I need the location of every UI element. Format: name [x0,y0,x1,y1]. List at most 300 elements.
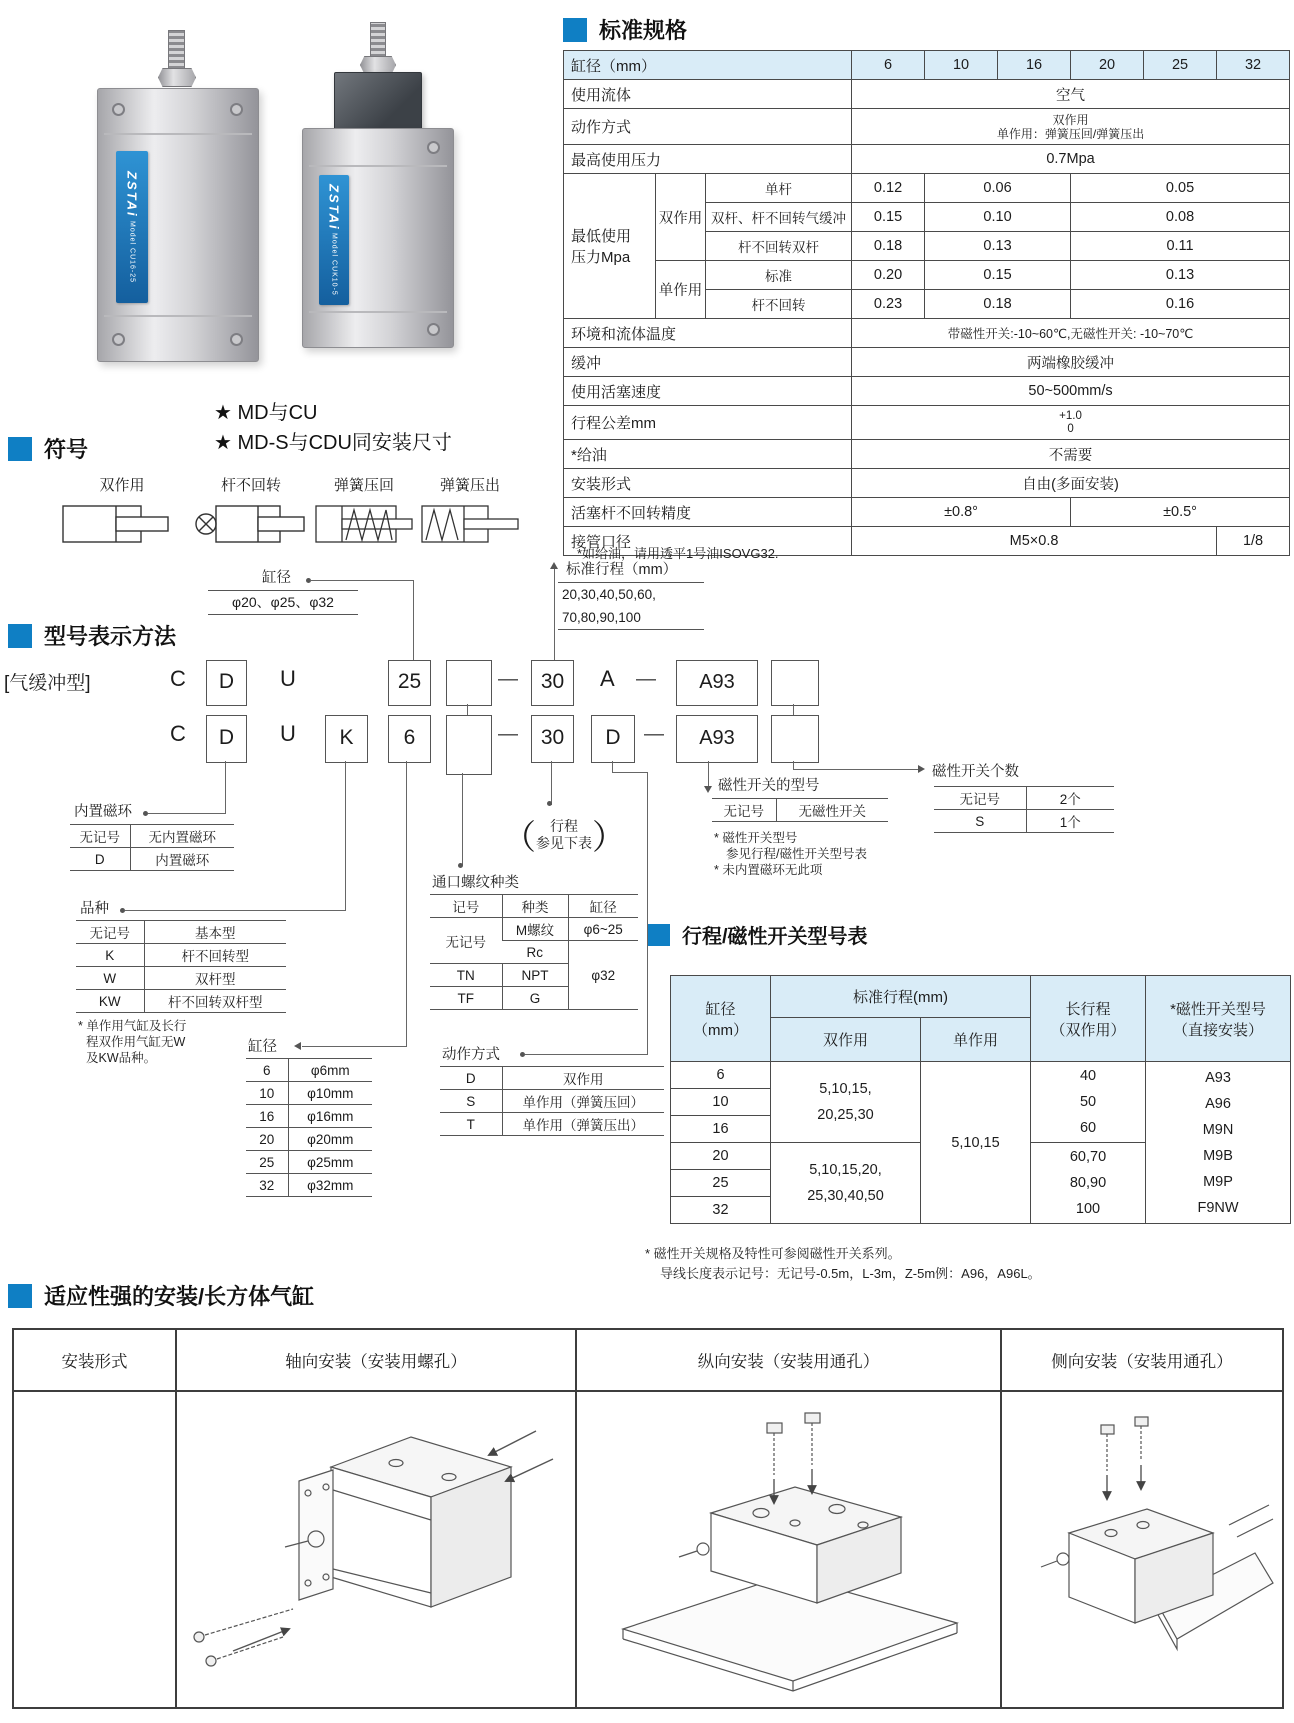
minp-value: 0.05 [1071,174,1290,203]
connector-dot [520,1052,525,1057]
oil-value: 不需要 [852,440,1290,469]
table-row [564,145,1290,174]
symbol-label: 杆不回转 [220,477,281,494]
speed-value: 50~500mm/s [852,377,1290,406]
axial-mounting-illustration [181,1397,571,1697]
code-dash: — [644,723,664,745]
rot-value-small: ±0.8° [852,498,1071,527]
minp-row-label: 杆不回转 [706,290,852,319]
table-row [13,1329,1283,1391]
stroke-switch-table [670,975,1291,1224]
table-row [564,377,1290,406]
bore-value: φ20mm [288,1128,372,1151]
switch-count-value: 1个 [1026,810,1114,833]
long-line: 80,90 [1069,1175,1107,1191]
minp-value: 0.15 [852,203,925,232]
long-line: 60,70 [1069,1149,1107,1165]
note-md-cu: ★ MD与CU [214,402,318,424]
ann-bore-top-label: 缸径 [262,570,291,586]
thread-header: 种类 [502,895,568,918]
paren-open: （ [502,819,536,857]
header-single: 单作用 [921,1018,1031,1062]
symbols-section-title [8,433,88,464]
minp-single: 单作用 [656,261,706,319]
paren-close: ） [592,819,626,857]
header-switch [1146,976,1291,1062]
stroke-ref-line1: 行程 [550,817,578,834]
connector-dot [143,811,148,816]
switch-model-note2: 参见行程/磁性开关型号表 [726,847,867,861]
table-row [934,787,1114,810]
table-row [564,319,1290,348]
action-value [852,109,1290,145]
variety-value: 杆不回转型 [144,944,286,967]
fluid-value: 空气 [852,80,1290,109]
port-value-m5: M5×0.8 [852,527,1217,556]
std-line: 25,30,40,50 [807,1188,884,1204]
mounting-header-axial: 轴向安装（安装用螺孔） [176,1329,576,1391]
mounting-header-type: 安装形式 [13,1329,176,1391]
bore-cell: 16 [671,1116,771,1143]
bore-16: 16 [998,51,1071,80]
magnet-key: 无记号 [70,825,130,848]
connector-line [551,761,552,805]
ann-bore-label: 缸径 [248,1039,277,1055]
bore-header: 缸径（mm） [564,51,852,80]
section-square-icon [8,1284,32,1308]
port-value-18: 1/8 [1217,527,1290,556]
oil-label: *给油 [564,440,852,469]
model-section-title [8,620,176,651]
code-char-u: U [280,721,296,746]
longitudinal-mounting-illustration [589,1397,989,1697]
stroke-ref-line2: 参见下表 [536,834,592,851]
variety-note-line3: 及KW品种。 [86,1051,157,1065]
maxp-value: 0.7Mpa [852,145,1290,174]
section-square-icon [8,437,32,461]
table-row [564,261,1290,290]
bore-value: φ6mm [288,1059,372,1082]
thread-key: TN [430,964,502,987]
ann-variety-label: 品种 [80,901,109,917]
body-groove [309,165,447,167]
code-dash: — [498,668,518,690]
table-row [934,810,1114,833]
table-row [564,406,1290,440]
action-line2: 单作用：弹簧压回/弹簧压出 [996,126,1145,141]
code-char-c: C [170,721,186,746]
specs-title-text: 标准规格 [599,18,688,43]
speed-label: 使用活塞速度 [564,377,852,406]
variety-note-line1: * 单作用气缸及长行 [78,1019,187,1033]
thread-type: NPT [502,964,568,987]
table-row [564,440,1290,469]
thread-table [430,894,638,1010]
stroke-footnote2: 导线长度表示记号：无记号-0.5m，L-3m，Z-5m例：A96，A96L。 [660,1266,1041,1281]
connector-line [554,569,555,660]
code-box-stroke: 30 [531,715,574,763]
switch-model: M9B [1203,1147,1233,1164]
connector-line [302,1046,407,1047]
bore-value: φ25mm [288,1151,372,1174]
table-row [564,80,1290,109]
specs-table [563,50,1290,556]
header-long-line2: （双作用） [1050,1021,1126,1039]
bore-key: 25 [246,1151,288,1174]
bore-cell: 6 [671,1062,771,1089]
minp-value: 0.18 [852,232,925,261]
action-value: 单作用（弹簧压回） [502,1090,664,1113]
mounting-table [12,1328,1284,1709]
switch-model-note1: * 磁性开关型号 [714,831,798,845]
table-row [440,1067,664,1090]
header-std: 标准行程(mm) [771,976,1031,1018]
mounting-hole [112,333,125,346]
switch-model: M9P [1203,1173,1233,1190]
thread-type: G [502,987,568,1010]
rot-label: 活塞杆不回转精度 [564,498,852,527]
mounting-header-longitudinal: 纵向安装（安装用通孔） [576,1329,1001,1391]
stroke-footnote1: * 磁性开关规格及特性可参阅磁性开关系列。 [645,1246,901,1261]
thread-key: TF [430,987,502,1010]
section-square-icon [8,624,32,648]
threaded-stud [168,30,185,70]
switch-count-table [934,786,1114,833]
variety-key: KW [76,990,144,1013]
minp-value: 0.13 [925,232,1071,261]
std-double-large [771,1143,921,1224]
model-prefix: [气缓冲型] [4,673,91,694]
switch-count-key: 无记号 [934,787,1026,810]
header-long-line1: 长行程 [1065,1000,1111,1018]
thread-header: 缸径 [568,895,638,918]
table-row [440,1113,664,1136]
mounting-section-title [8,1280,314,1311]
minp-value: 0.10 [925,203,1071,232]
spring-extend-symbol-icon [418,498,522,550]
connector-arrow-right [918,765,925,773]
bore-32: 32 [1217,51,1290,80]
mounting-hole [427,141,440,154]
minp-value: 0.06 [925,174,1071,203]
table-row [440,1090,664,1113]
minp-label [564,174,656,319]
code-box-thread [446,660,492,706]
code-box-stroke: 30 [531,660,574,706]
port-label: 接管口径 [564,527,852,556]
switch-models [1146,1062,1291,1224]
tol-label: 行程公差mm [564,406,852,440]
ann-stroke-ref [502,810,626,859]
minp-value: 0.23 [852,290,925,319]
std-single: 5,10,15 [921,1062,1031,1224]
connector-line [225,761,226,813]
mount-value: 自由(多面安装) [852,469,1290,498]
switch-model-key: 无记号 [712,799,776,822]
switch-model-note3: * 未内置磁环无此项 [714,863,823,877]
connector-arrow-up [550,562,558,569]
product-photo-cuk [298,22,458,352]
switch-count-value: 2个 [1026,787,1114,810]
connector-line [793,769,919,770]
connector-line [467,704,468,715]
connector-line [793,704,794,715]
code-box-thread [446,715,492,775]
thread-header: 记号 [430,895,502,918]
ann-thread-label: 通口螺纹种类 [432,875,519,891]
spring-return-symbol-icon [312,498,416,550]
code-dash: — [636,668,656,690]
table-row [564,498,1290,527]
thread-type: M螺纹 [502,918,568,941]
table-row [13,1391,1283,1708]
action-value: 双作用 [502,1067,664,1090]
variety-value: 基本型 [144,921,286,944]
magnet-value: 内置磁环 [130,848,234,871]
connector-line [310,580,413,581]
action-line1: 双作用 [1052,112,1089,127]
minp-value: 0.20 [852,261,925,290]
minp-value: 0.08 [1071,203,1290,232]
table-row [246,1059,372,1082]
tol-value [852,406,1290,440]
section-square-icon [563,18,587,42]
minp-row-label: 杆不回转双杆 [706,232,852,261]
bore-25: 25 [1144,51,1217,80]
minp-row-label: 单杆 [706,174,852,203]
product-photo-cu [92,30,262,380]
ann-stroke-top-label: 标准行程（mm） [566,562,678,578]
cushion-value: 两端橡胶缓冲 [852,348,1290,377]
double-acting-symbol-icon [58,498,176,550]
action-key: D [440,1067,502,1090]
variety-note-line2: 程双作用气缸无W [86,1035,186,1049]
brand-text: ZSTAi [124,171,140,218]
symbol-non-rotating [192,474,310,555]
action-label: 动作方式 [564,109,852,145]
temp-label: 环境和流体温度 [564,319,852,348]
tol-lower: 0 [1067,422,1074,435]
table-row [564,174,1290,203]
action-table [440,1066,664,1136]
table-row [671,976,1291,1018]
ann-switch-model-label: 磁性开关的型号 [718,778,820,794]
minp-value: 0.16 [1071,290,1290,319]
specs-section-title [563,14,687,45]
thread-bore: φ32 [568,941,638,1010]
table-row [430,918,638,941]
ann-bore-top-values: φ20、φ25、φ32 [208,590,358,615]
std-line: 20,25,30 [817,1107,874,1123]
ann-action-label: 动作方式 [442,1047,500,1063]
bore-cell: 20 [671,1143,771,1170]
header-bore-line2: （mm） [693,1021,748,1039]
switch-model-table [712,798,888,822]
table-row [70,848,234,871]
mount-label: 安装形式 [564,469,852,498]
threaded-stud [370,22,386,58]
table-row [246,1128,372,1151]
cylinder-body [97,88,259,362]
magnet-value: 无内置磁环 [130,825,234,848]
connector-arrow-down [704,786,712,793]
variety-key: K [76,944,144,967]
table-row [564,109,1290,145]
symbol-label: 弹簧压出 [439,477,500,494]
ann-magnet-label: 内置磁环 [74,804,132,820]
temp-value: 带磁性开关:-10~60℃,无磁性开关: -10~70℃ [852,319,1290,348]
stroke-section-title [648,920,868,949]
connector-line [647,772,648,1055]
std-double-small [771,1062,921,1143]
table-row [76,990,286,1013]
minp-value: 0.15 [925,261,1071,290]
connector-line [612,772,648,773]
long-line: 50 [1079,1094,1097,1110]
minp-label-line1: 最低使用 [571,228,632,245]
minp-label-line2: 压力Mpa [571,249,631,266]
std-line: 5,10,15, [819,1081,872,1097]
connector-dot [547,801,552,806]
magnet-key: D [70,848,130,871]
code-box-d: D [206,660,247,706]
bore-key: 20 [246,1128,288,1151]
bore-cell: 10 [671,1089,771,1116]
bore-10: 10 [925,51,998,80]
longitudinal-mounting-cell [576,1391,1001,1708]
switch-model-value: 无磁性开关 [776,799,888,822]
variety-key: W [76,967,144,990]
long-line: 100 [1075,1201,1101,1217]
table-row [564,348,1290,377]
magnet-table [70,824,234,871]
connector-dot [458,863,463,868]
connector-line [148,813,226,814]
code-box-switch: A93 [676,715,758,763]
table-row [246,1082,372,1105]
bore-key: 6 [246,1059,288,1082]
switch-count-key: S [934,810,1026,833]
section-square-icon [648,924,670,946]
connector-line [125,910,346,911]
code-box-count [771,715,819,763]
thread-bore: φ6~25 [568,918,638,941]
code-char-a: A [600,666,615,691]
axial-mounting-cell [176,1391,576,1708]
mounting-type-cell [13,1391,176,1708]
note-mds-cdu: ★ MD-S与CDU同安装尺寸 [214,432,452,454]
table-row [564,51,1290,80]
thread-type: Rc [502,941,568,964]
fluid-label: 使用流体 [564,80,852,109]
lateral-mounting-illustration [1007,1397,1277,1697]
table-row [76,944,286,967]
stroke-title-text: 行程/磁性开关型号表 [682,926,868,948]
header-long [1031,976,1146,1062]
bore-20: 20 [1071,51,1144,80]
connector-line [413,580,414,660]
long-line: 60 [1079,1120,1097,1136]
table-row [76,967,286,990]
table-row [76,921,286,944]
rot-value-large: ±0.5° [1071,498,1290,527]
code-box-bore: 6 [388,715,431,763]
long-large [1031,1143,1146,1224]
bore-key: 32 [246,1174,288,1197]
switch-model: M9N [1202,1121,1234,1138]
long-line: 40 [1079,1068,1097,1084]
mounting-hole [230,333,243,346]
tol-upper: +1.0 [1059,409,1082,422]
lateral-mounting-cell [1001,1391,1283,1708]
header-bore [671,976,771,1062]
code-dash: — [498,723,518,745]
ann-switch-count-label: 磁性开关个数 [932,764,1019,780]
table-row [70,825,234,848]
ann-stroke-top-line1: 20,30,40,50,60, [558,582,704,607]
header-switch-line1: *磁性开关型号 [1170,1000,1266,1018]
symbol-spring-return [312,474,416,555]
switch-model: F9NW [1197,1199,1239,1216]
connector-line [708,761,709,786]
symbol-label: 双作用 [99,477,145,494]
body-groove [104,315,252,317]
bore-value: φ16mm [288,1105,372,1128]
action-key: S [440,1090,502,1113]
model-text: Model CUK10-5 [330,233,338,297]
table-row [430,895,638,918]
table-row [564,469,1290,498]
bore-cell: 25 [671,1170,771,1197]
table-row [246,1174,372,1197]
maxp-label: 最高使用压力 [564,145,852,174]
code-char-u: U [280,666,296,691]
minp-value: 0.18 [925,290,1071,319]
header-switch-line2: （直接安装） [1173,1021,1264,1039]
code-box-k: K [325,715,368,763]
bore-key: 10 [246,1082,288,1105]
symbol-double-acting [58,474,186,555]
header-bore-line1: 缸径 [705,1000,736,1018]
mounting-title-text: 适应性强的安装/长方体气缸 [44,1284,315,1309]
symbols-title-text: 符号 [44,437,89,462]
switch-model: A93 [1205,1069,1231,1086]
table-row [712,799,888,822]
bore-table [246,1058,372,1197]
bore-value: φ10mm [288,1082,372,1105]
variety-table [76,920,286,1013]
mounting-header-lateral: 侧向安装（安装用通孔） [1001,1329,1283,1391]
action-value: 单作用（弹簧压出） [502,1113,664,1136]
ann-stroke-top-line2: 70,80,90,100 [558,606,704,630]
table-row [246,1151,372,1174]
body-groove [104,133,252,135]
body-groove [309,311,447,313]
bore-6: 6 [852,51,925,80]
connector-dot [120,908,125,913]
code-box-switch: A93 [676,660,758,706]
non-rotating-symbol-icon [192,498,310,550]
switch-model: A96 [1205,1095,1231,1112]
cylinder-body [302,128,454,348]
minp-double: 双作用 [656,174,706,261]
mounting-hole [112,103,125,116]
long-small [1031,1062,1146,1143]
header-double: 双作用 [771,1018,921,1062]
connector-line [345,761,346,910]
connector-line [462,773,463,865]
model-title-text: 型号表示方法 [44,624,177,649]
